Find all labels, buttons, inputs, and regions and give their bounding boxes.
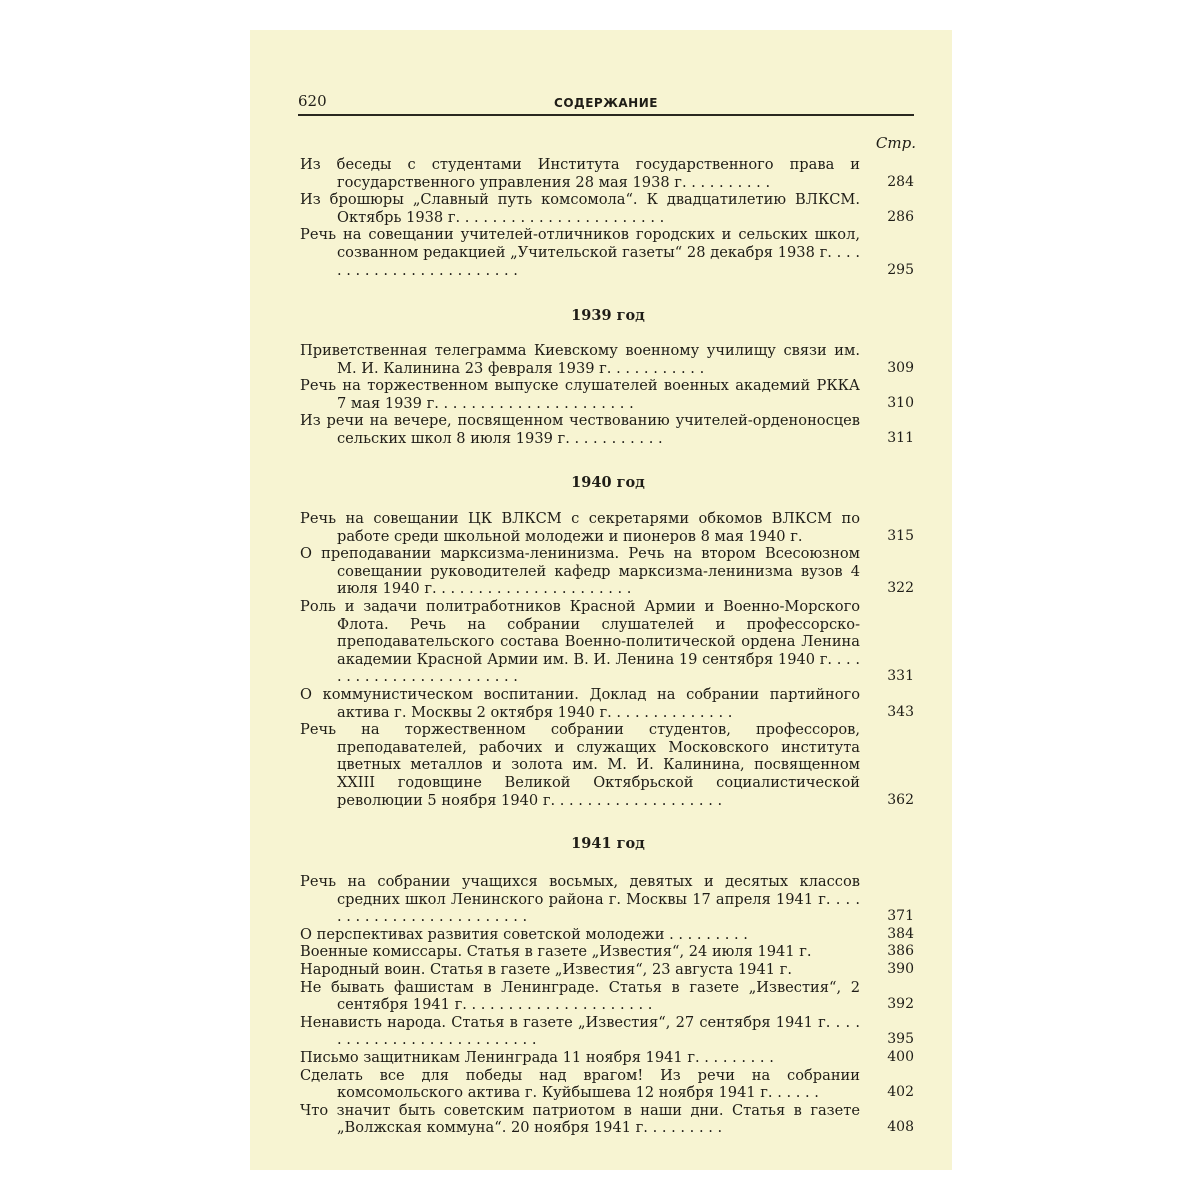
toc-entry-title: Речь на торжественном собрании студентов, профессоров, преподавателей, рабочих и служащих Московского института цветных металлов и золота им. М. И. Калинина, посвященном XXIII годовщине Великой Октябрьской социалистической революции 5 ноября 1940 г. . . . . . . . . . . . . . . . . . . — [300, 721, 860, 809]
toc-entry-title: Речь на торжественном выпуске слушателей военных академий РККА 7 мая 1939 г. . . . . . . . . . . . . . . . . . . . . . — [300, 377, 860, 412]
toc-entry[interactable] — [300, 873, 916, 926]
toc-entry-page: 295 — [887, 261, 914, 278]
toc-entry[interactable] — [300, 1014, 916, 1049]
toc-entry[interactable] — [300, 1049, 916, 1067]
toc-entry[interactable] — [300, 510, 916, 545]
toc-entry[interactable] — [300, 598, 916, 686]
year-heading-1939: 1939 год — [571, 307, 645, 324]
toc-entry-title: Ненависть народа. Статья в газете „Известия“, 27 сентября 1941 г. . . . . . . . . . . . . . . . . . . . . . . . . . — [300, 1013, 860, 1049]
toc-section-1940 — [300, 510, 916, 809]
toc-entry-page: 343 — [887, 703, 914, 720]
page-number: 620 — [298, 92, 327, 110]
toc-entry-title: Из брошюры „Славный путь комсомола“. К двадцатилетию ВЛКСМ. Октябрь 1938 г. . . . . . . . . . . . . . . . . . . . . . . — [300, 191, 860, 226]
toc-entry-page: 284 — [887, 173, 914, 190]
toc-entry-title: Приветственная телеграмма Киевскому военному училищу связи им. М. И. Калинина 23 февраля 1939 г. . . . . . . . . . . — [300, 342, 860, 377]
toc-entry-title: Письмо защитникам Ленинграда 11 ноября 1941 г. . . . . . . . . — [300, 1048, 774, 1066]
toc-entry-page: 286 — [887, 208, 914, 225]
toc-entry-page: 400 — [887, 1048, 914, 1065]
toc-entry[interactable] — [300, 686, 916, 721]
toc-entry-page: 362 — [887, 791, 914, 808]
toc-entry-title: Военные комиссары. Статья в газете „Известия“, 24 июля 1941 г. — [300, 943, 812, 961]
page-header — [298, 88, 914, 116]
toc-entry-page: 315 — [887, 527, 914, 544]
toc-section-1939 — [300, 342, 916, 448]
toc-entry-title: Речь на совещании учителей-отличников городских и сельских школ, созванном редакцией „Учительской газеты“ 28 декабря 1938 г. . . . . . . . . . . . . . . . . . . . . . . . — [300, 226, 860, 279]
toc-entry-page: 311 — [887, 429, 914, 446]
toc-entry[interactable] — [300, 191, 916, 226]
toc-entry-title: Роль и задачи политработников Красной Армии и Военно-Морского Флота. Речь на собрании слушателей и профессорско-преподавательского состава Военно-политической ордена Ленина академии Красной Армии им. В. И. Ленина 19 сентября 1940 г. . . . . . . . . . . . . . . . . . . . . . . . — [300, 597, 860, 686]
toc-entry[interactable] — [300, 545, 916, 598]
toc-entry[interactable] — [300, 1102, 916, 1137]
toc-entry-title: Народный воин. Статья в газете „Известия“, 23 августа 1941 г. — [300, 960, 792, 978]
toc-entry[interactable] — [300, 226, 916, 279]
toc-entry[interactable] — [300, 412, 916, 447]
toc-entry-page: 386 — [887, 943, 914, 960]
toc-entry-page: 408 — [887, 1119, 914, 1136]
toc-entry-page: 371 — [887, 908, 914, 925]
page-title: СОДЕРЖАНИЕ — [554, 96, 658, 110]
toc-entry-title: О коммунистическом воспитании. Доклад на собрании партийного актива г. Москвы 2 октября 1940 г. . . . . . . . . . . . . . — [300, 685, 860, 721]
toc-section-1941 — [300, 873, 916, 1137]
toc-entry-title: О перспективах развития советской молодежи . . . . . . . . . — [300, 925, 748, 943]
toc-entry-title: Из речи на вечере, посвященном чествованию учителей-орденоносцев сельских школ 8 июля 1939 г. . . . . . . . . . . — [300, 412, 860, 447]
toc-entry-page: 322 — [887, 580, 914, 597]
toc-entry[interactable] — [300, 721, 916, 809]
toc-entry[interactable] — [300, 156, 916, 191]
toc-entry[interactable] — [300, 943, 916, 961]
toc-entry-title: Не бывать фашистам в Ленинграде. Статья в газете „Известия“, 2 сентября 1941 г. . . . . . . . . . . . . . . . . . . . . — [300, 978, 860, 1014]
toc-entry[interactable] — [300, 377, 916, 412]
book-page — [250, 30, 952, 1170]
toc-entry-page: 402 — [887, 1084, 914, 1101]
toc-section-1938 — [300, 156, 916, 279]
toc-entry-title: О преподавании марксизма-ленинизма. Речь на втором Всесоюзном совещании руководителей кафедр марксизма-ленинизма вузов 4 июля 1940 г. . . . . . . . . . . . . . . . . . . . . . — [300, 545, 860, 598]
year-heading-1941: 1941 год — [571, 835, 645, 852]
toc-entry-page: 331 — [887, 668, 914, 685]
page-column-label: Стр. — [875, 134, 916, 152]
toc-entry[interactable] — [300, 979, 916, 1014]
toc-entry[interactable] — [300, 1067, 916, 1102]
toc-entry[interactable] — [300, 342, 916, 377]
toc-entry-title: Из беседы с студентами Института государственного права и государственного управления 28 мая 1938 г. . . . . . . . . . — [300, 156, 860, 191]
year-heading-1940: 1940 год — [571, 474, 645, 491]
toc-entry-title: Что значит быть советским патриотом в наши дни. Статья в газете „Волжская коммуна“. 20 ноября 1941 г. . . . . . . . . — [300, 1101, 860, 1137]
toc-entry-page: 384 — [887, 925, 914, 942]
toc-entry-page: 395 — [887, 1031, 914, 1048]
toc-entry-title: Речь на совещании ЦК ВЛКСМ с секретарями обкомов ВЛКСМ по работе среди школьной молодежи и пионеров 8 мая 1940 г. — [300, 510, 860, 545]
toc-entry[interactable] — [300, 926, 916, 944]
toc-entry-page: 310 — [887, 394, 914, 411]
toc-entry[interactable] — [300, 961, 916, 979]
toc-entry-page: 390 — [887, 960, 914, 977]
toc-entry-page: 309 — [887, 359, 914, 376]
toc-entry-title: Сделать все для победы над врагом! Из речи на собрании комсомольского актива г. Куйбышева 12 ноября 1941 г. . . . . . — [300, 1066, 860, 1102]
toc-entry-page: 392 — [887, 996, 914, 1013]
toc-entry-title: Речь на собрании учащихся восьмых, девятых и десятых классов средних школ Ленинского района г. Москвы 17 апреля 1941 г. . . . . . . . . . . . . . . . . . . . . . . . . — [300, 873, 860, 926]
